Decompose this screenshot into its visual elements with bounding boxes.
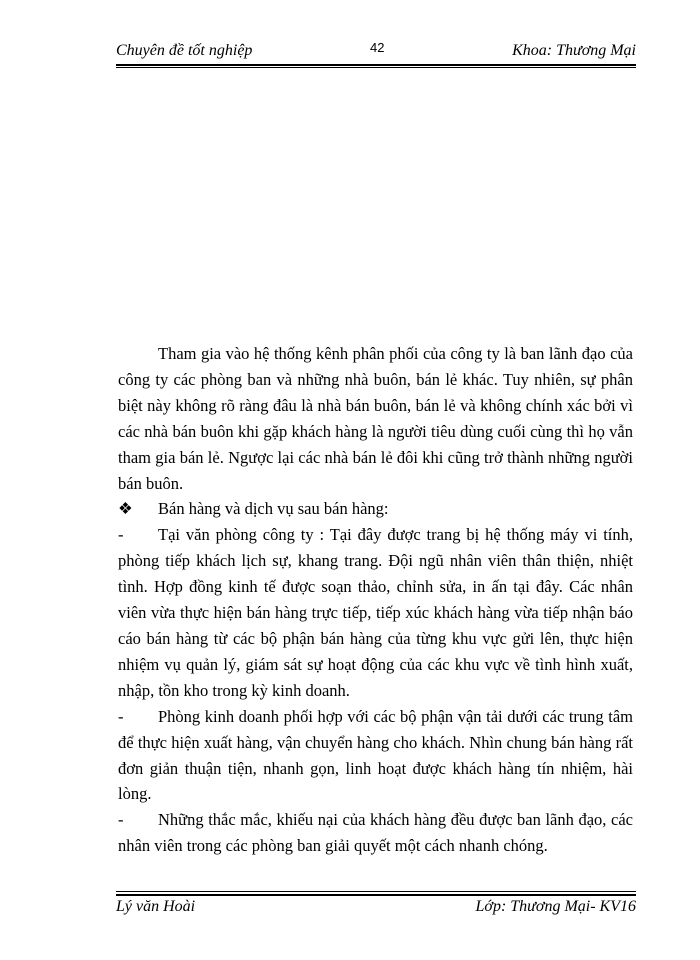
- body-text: [118, 341, 633, 859]
- dash-marker: -: [118, 810, 124, 830]
- list-item-text: Những thắc mắc, khiếu nại của khách hàng đều được ban lãnh đạo, các nhân viên trong các phòng ban giải quyết một cách nhanh chóng.: [118, 810, 633, 856]
- list-item: [118, 807, 633, 859]
- footer-rule-thick: [116, 894, 636, 896]
- header-rule-thin: [116, 67, 636, 68]
- footer-class: Lớp: Thương Mại- KV16: [475, 898, 636, 915]
- list-item: [118, 704, 633, 808]
- paragraph-intro: Tham gia vào hệ thống kênh phân phối của công ty là ban lãnh đạo của công ty các phòng ban và những nhà buôn, bán lẻ khác. Tuy nhiên, sự phân biệt này không rõ ràng đâu là nhà bán buôn, bán lẻ và không chính xác bởi vì các nhà bán buôn khi gặp khách hàng là người tiêu dùng cuối cùng thì họ vẫn tham gia bán lẻ. Ngược lại các nhà bán lẻ đôi khi cũng trở thành những người bán buôn.: [118, 344, 633, 493]
- section-heading-text: Bán hàng và dịch vụ sau bán hàng:: [158, 499, 389, 519]
- page-number: 42: [370, 40, 385, 55]
- header-title: Chuyên đề tốt nghiệp: [116, 42, 253, 59]
- header-rule-thick: [116, 64, 636, 66]
- footer-author: Lý văn Hoài: [116, 898, 196, 915]
- page-footer: [116, 898, 636, 920]
- list-item: [118, 522, 633, 703]
- diamond-bullet-icon: ❖: [118, 499, 133, 519]
- footer-rule-thin: [116, 891, 636, 892]
- header-department: Khoa: Thương Mại: [512, 42, 636, 59]
- dash-marker: -: [118, 525, 124, 545]
- list-item-text: Phòng kinh doanh phối hợp với các bộ phận vận tải dưới các trung tâm để thực hiện xuất hàng, vận chuyển hàng cho khách. Nhìn chung bán hàng rất đơn giản thuận tiện, nhanh gọn, linh hoạt được khách hàng tín nhiệm, hài lòng.: [118, 706, 633, 804]
- section-heading: [118, 496, 633, 522]
- list-item-text: Tại văn phòng công ty : Tại đây được trang bị hệ thống máy vi tính, phòng tiếp khách lịch sự, khang trang. Đội ngũ nhân viên thân thiện, nhiệt tình. Hợp đồng kinh tế được soạn thảo, chỉnh sửa, in ấn tại đây. Các nhân viên vừa thực hiện bán hàng trực tiếp, tiếp xúc khách hàng vừa tiếp nhận báo cáo bán hàng từ các bộ phận bán hàng của từng khu vực gửi lên, thực hiện nhiệm vụ quản lý, giám sát sự hoạt động của các khu vực về tình hình xuất, nhập, tồn kho trong kỳ kinh doanh.: [118, 525, 633, 700]
- page-header: [116, 40, 636, 64]
- dash-marker: -: [118, 706, 124, 726]
